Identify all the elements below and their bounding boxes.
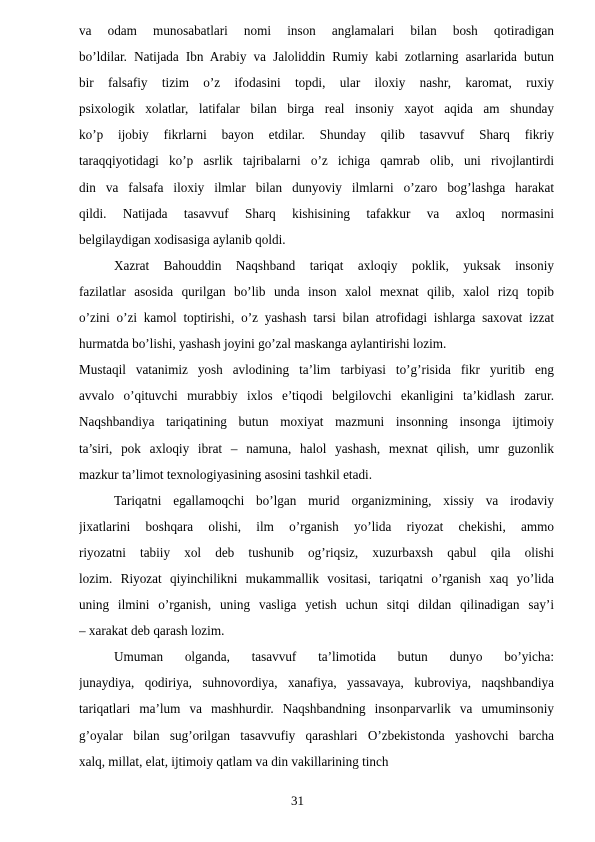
text-line: din va falsafa iloxiy ilmlar bilan dunyoviy ilmlarni o’zaro bog’lashga harakat bbox=[79, 179, 554, 195]
text-line: belgilaydigan xodisasiga aylanib qoldi. bbox=[79, 231, 286, 247]
text-line: Mustaqil vatanimiz yosh avlodining ta’lim tarbiyasi to’g’risida fikr yuritib eng bbox=[79, 362, 554, 378]
text-line: – xarakat deb qarash lozim. bbox=[79, 623, 225, 639]
text-line: Naqshbandiya tariqatining butun moxiyat mazmuni insonning insonga ijtimoiy bbox=[79, 414, 554, 430]
text-line: Tariqatni egallamoqchi bo’lgan murid organizmining, xissiy va irodaviy bbox=[114, 492, 554, 508]
page-number: 31 bbox=[291, 793, 304, 808]
text-line: riyozatni tabiiy xol deb tushunib og’riqsiz, xuzurbaxsh qabul qila olishi bbox=[79, 544, 554, 560]
text-line: mazkur ta’limot texnologiyasining asosini tashkil etadi. bbox=[79, 466, 373, 482]
text-line: lozim. Riyozat qiyinchilikni mukammallik vositasi, tariqatni o’rganish xaq yo’lida bbox=[79, 570, 554, 586]
text-line: fazilatlar asosida qurilgan bo’lib unda inson xalol mexnat qilib, xalol rizq topib bbox=[79, 283, 554, 299]
text-line: tariqatlari ma’lum va mashhurdir. Naqshbandning insonparvarlik va umuminsoniy bbox=[79, 701, 554, 717]
text-line: avvalo o’qituvchi murabbiy ixlos e’tiqodi belgilovchi ekanligini ta’kidlash zarur. bbox=[79, 388, 554, 404]
paragraph bbox=[79, 357, 554, 487]
text-line: xalq, millat, elat, ijtimoiy qatlam va din vakillarining tinch bbox=[79, 753, 389, 769]
document-body bbox=[79, 18, 554, 775]
text-line: bo’ldilar. Natijada Ibn Arabiy va Jaloliddin Rumiy kabi zotlarning asarlarida butun bbox=[79, 49, 554, 65]
text-line: qildi. Natijada tasavvuf Sharq kishisining tafakkur va axloq normasini bbox=[79, 205, 554, 221]
paragraph bbox=[79, 253, 554, 357]
text-line: psixologik xolatlar, latifalar bilan birga real insoniy xayot aqida am shunday bbox=[79, 101, 554, 117]
paragraph bbox=[79, 488, 554, 645]
text-line: taraqqiyotidagi ko’p asrlik tajribalarni o’z ichiga qamrab olib, uni rivojlantirdi bbox=[79, 153, 554, 169]
text-line: ta’siri, pok axloqiy ibrat – namuna, halol yashash, mexnat qilish, umr guzonlik bbox=[79, 440, 554, 456]
paragraph bbox=[79, 644, 554, 774]
text-line: ko’p ijobiy fikrlarni bayon etdilar. Shunday qilib tasavvuf Sharq fikriy bbox=[79, 127, 554, 143]
text-line: jixatlarini boshqara olishi, ilm o’rganish yo’lida riyozat chekishi, ammo bbox=[79, 518, 554, 534]
text-line: g’oyalar bilan sug’orilgan tasavvufiy qarashlari O’zbekistonda yashovchi barcha bbox=[79, 727, 554, 743]
text-line: uning ilmini o’rganish, uning vasliga yetish uchun sitqi dildan qilinadigan say’i bbox=[79, 597, 554, 613]
text-line: hurmatda bo’lishi, yashash joyini go’zal maskanga aylantirishi lozim. bbox=[79, 336, 447, 352]
text-line: junaydiya, qodiriya, suhnovordiya, xanafiya, yassavaya, kubroviya, naqshbandiya bbox=[79, 675, 554, 691]
text-line: bir falsafiy tizim o’z ifodasini topdi, ular iloxiy nashr, karomat, ruxiy bbox=[79, 75, 554, 91]
text-line: Umuman olganda, tasavvuf ta’limotida butun dunyo bo’yicha: bbox=[114, 649, 554, 665]
text-line: Xazrat Bahouddin Naqshband tariqat axloqiy poklik, yuksak insoniy bbox=[114, 257, 554, 273]
text-line: o’zini o’zi kamol toptirishi, o’z yashash tarsi bilan atrofidagi ishlarga saxovat izzat bbox=[79, 310, 554, 326]
paragraph bbox=[79, 18, 554, 253]
text-line: va odam munosabatlari nomi inson anglamalari bilan bosh qotiradigan bbox=[79, 23, 554, 38]
